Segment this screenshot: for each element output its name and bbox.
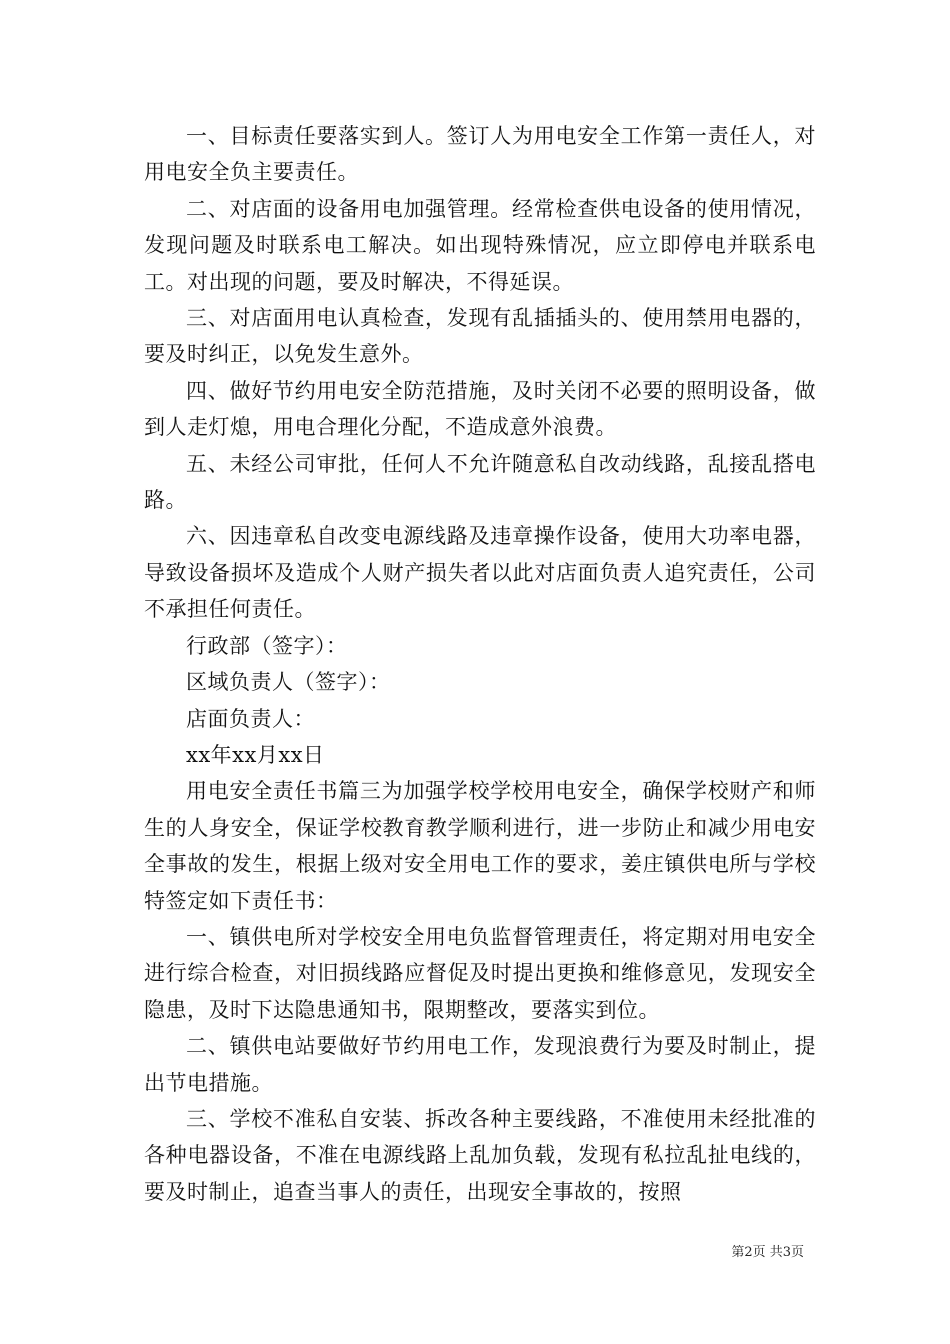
page-number: 第2页 共3页 [731, 1245, 804, 1260]
paragraph-section-three-1: 一、镇供电所对学校安全用电负监督管理责任，将定期对用电安全进行综合检查，对旧损线路应督促及时提出更换和维修意见，发现安全隐患，及时下达隐患通知书，限期整改，要落实到位。 [144, 924, 816, 1022]
signature-admin-dept: 行政部（签字）： [186, 633, 348, 658]
signature-regional-manager: 区域负责人（签字）： [186, 670, 391, 695]
paragraph-2: 二、对店面的设备用电加强管理。经常检查供电设备的使用情况，发现问题及时联系电工解决。如出现特殊情况，应立即停电并联系电工。对出现的问题，要及时解决，不得延误。 [144, 196, 816, 294]
paragraph-section-three-2: 二、镇供电站要做好节约用电工作，发现浪费行为要及时制止，提出节电措施。 [144, 1034, 816, 1095]
paragraph-5: 五、未经公司审批，任何人不允许随意私自改动线路，乱接乱搭电路。 [144, 451, 816, 513]
signature-store-manager: 店面负责人： [186, 706, 315, 731]
paragraph-3: 三、对店面用电认真检查，发现有乱插插头的、使用禁用电器的，要及时纠正，以免发生意外。 [144, 306, 816, 367]
paragraph-section-three-intro: 用电安全责任书篇三为加强学校学校用电安全，确保学校财产和师生的人身安全，保证学校教育教学顺利进行，进一步防止和减少用电安全事故的发生，根据上级对安全用电工作的要求，姜庄镇供电所与学校特签定如下责任书： [144, 779, 816, 913]
paragraph-1: 一、目标责任要落实到人。签订人为用电安全工作第一责任人，对用电安全负主要责任。 [144, 124, 816, 185]
paragraph-6: 六、因违章私自改变电源线路及违章操作设备，使用大功率电器，导致设备损坏及造成个人财产损失者以此对店面负责人追究责任，公司不承担任何责任。 [144, 524, 816, 622]
document-body [144, 118, 816, 1210]
paragraph-section-three-3: 三、学校不准私自安装、拆改各种主要线路，不准使用未经批准的各种电器设备，不准在电源线路上乱加负载，发现有私拉乱扯电线的，要及时制止，追查当事人的责任，出现安全事故的，按照 [144, 1106, 816, 1204]
signature-date: xx年xx月xx日 [186, 742, 325, 767]
paragraph-4: 四、做好节约用电安全防范措施，及时关闭不必要的照明设备，做到人走灯熄，用电合理化分配，不造成意外浪费。 [144, 378, 816, 440]
